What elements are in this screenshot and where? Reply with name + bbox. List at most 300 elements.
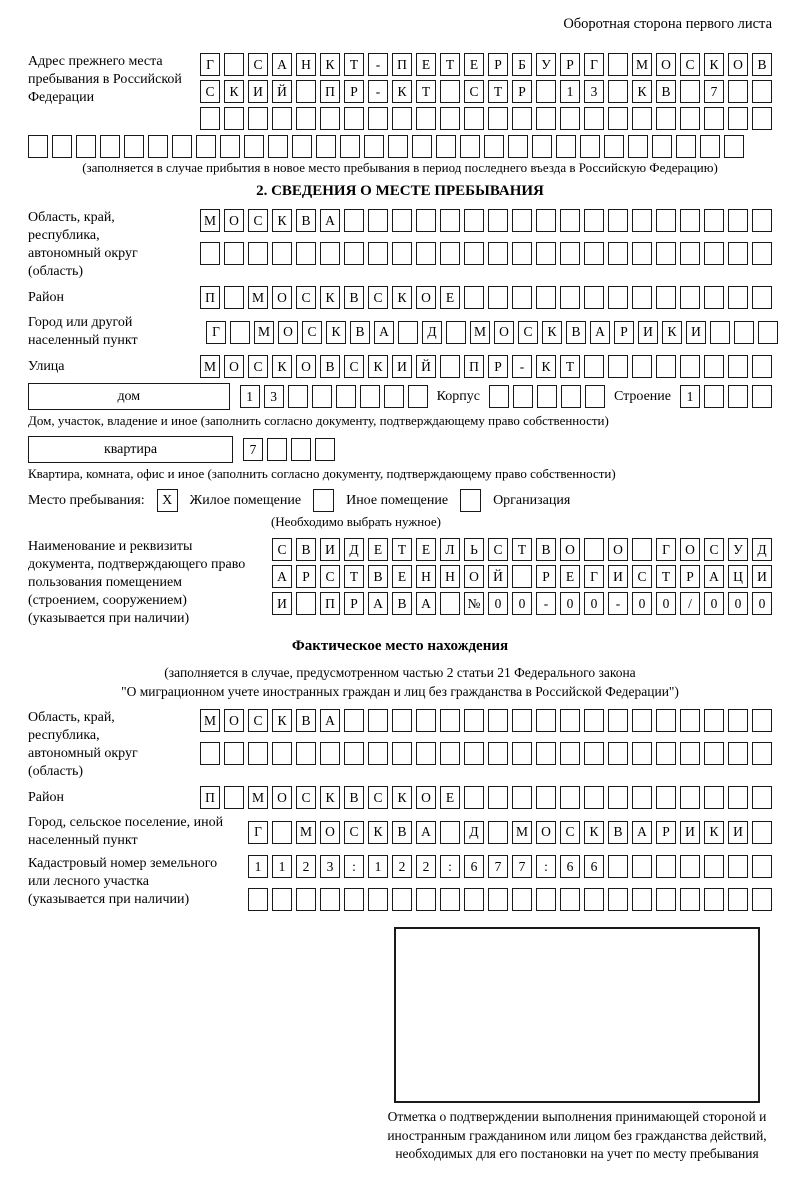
char-cell[interactable]: В (608, 821, 628, 844)
char-cell[interactable]: Р (488, 355, 508, 378)
char-cell[interactable]: Р (344, 592, 364, 615)
char-cell[interactable] (728, 242, 748, 265)
char-cell[interactable]: А (272, 53, 292, 76)
char-cell[interactable] (488, 209, 508, 232)
char-cell[interactable] (632, 355, 652, 378)
char-cell[interactable] (704, 888, 724, 911)
char-cell[interactable]: 3 (264, 385, 284, 408)
char-cell[interactable]: С (200, 80, 220, 103)
char-cell[interactable] (384, 385, 404, 408)
char-cell[interactable]: Т (560, 355, 580, 378)
char-cell[interactable] (440, 80, 460, 103)
char-cell[interactable] (580, 135, 600, 158)
char-cell[interactable]: И (752, 565, 772, 588)
char-cell[interactable] (220, 135, 240, 158)
char-cell[interactable] (656, 888, 676, 911)
char-cell[interactable]: А (704, 565, 724, 588)
char-cell[interactable]: : (536, 855, 556, 878)
char-cell[interactable]: 0 (704, 592, 724, 615)
char-cell[interactable] (464, 242, 484, 265)
char-cell[interactable] (752, 385, 772, 408)
char-cell[interactable] (752, 821, 772, 844)
char-cell[interactable]: И (272, 592, 292, 615)
char-cell[interactable] (752, 709, 772, 732)
char-cell[interactable]: Д (344, 538, 364, 561)
char-cell[interactable] (704, 286, 724, 309)
char-cell[interactable]: Ц (728, 565, 748, 588)
char-cell[interactable] (752, 786, 772, 809)
char-cell[interactable] (628, 135, 648, 158)
char-cell[interactable] (512, 209, 532, 232)
char-cell[interactable] (752, 855, 772, 878)
char-cell[interactable] (561, 385, 581, 408)
char-cell[interactable]: 0 (728, 592, 748, 615)
char-cell[interactable] (560, 242, 580, 265)
char-cell[interactable] (368, 742, 388, 765)
char-cell[interactable] (320, 242, 340, 265)
char-cell[interactable]: Т (656, 565, 676, 588)
char-cell[interactable] (584, 888, 604, 911)
char-cell[interactable] (536, 242, 556, 265)
char-cell[interactable]: М (512, 821, 532, 844)
char-cell[interactable]: П (392, 53, 412, 76)
char-cell[interactable]: С (488, 538, 508, 561)
char-cell[interactable]: С (344, 821, 364, 844)
char-cell[interactable]: Г (656, 538, 676, 561)
char-cell[interactable] (656, 107, 676, 130)
char-cell[interactable] (368, 888, 388, 911)
char-cell[interactable] (536, 209, 556, 232)
char-cell[interactable]: Е (416, 53, 436, 76)
char-cell[interactable]: С (464, 80, 484, 103)
char-cell[interactable] (488, 242, 508, 265)
char-cell[interactable]: В (392, 592, 412, 615)
char-cell[interactable]: К (584, 821, 604, 844)
char-cell[interactable] (248, 107, 268, 130)
char-cell[interactable] (608, 286, 628, 309)
char-cell[interactable]: О (656, 53, 676, 76)
char-cell[interactable] (584, 242, 604, 265)
char-cell[interactable] (364, 135, 384, 158)
char-cell[interactable] (584, 786, 604, 809)
char-cell[interactable] (656, 209, 676, 232)
char-cell[interactable] (560, 888, 580, 911)
char-cell[interactable] (464, 786, 484, 809)
char-cell[interactable] (536, 107, 556, 130)
char-cell[interactable] (316, 135, 336, 158)
char-cell[interactable] (704, 355, 724, 378)
char-cell[interactable] (584, 355, 604, 378)
char-cell[interactable] (488, 888, 508, 911)
char-cell[interactable] (584, 709, 604, 732)
char-cell[interactable]: К (542, 321, 562, 344)
char-cell[interactable]: И (680, 821, 700, 844)
char-cell[interactable] (608, 80, 628, 103)
char-cell[interactable]: К (704, 821, 724, 844)
char-cell[interactable]: - (368, 80, 388, 103)
char-cell[interactable]: 6 (464, 855, 484, 878)
char-cell[interactable] (296, 592, 316, 615)
char-cell[interactable] (464, 742, 484, 765)
char-cell[interactable] (440, 821, 460, 844)
char-cell[interactable]: 7 (512, 855, 532, 878)
char-cell[interactable] (124, 135, 144, 158)
char-cell[interactable] (704, 385, 724, 408)
char-cell[interactable] (608, 855, 628, 878)
char-cell[interactable]: А (590, 321, 610, 344)
char-cell[interactable]: К (704, 53, 724, 76)
char-cell[interactable] (272, 821, 292, 844)
char-cell[interactable]: И (392, 355, 412, 378)
char-cell[interactable]: 1 (560, 80, 580, 103)
char-cell[interactable]: Е (368, 538, 388, 561)
char-cell[interactable] (488, 107, 508, 130)
char-cell[interactable]: Е (560, 565, 580, 588)
char-cell[interactable] (728, 855, 748, 878)
char-cell[interactable] (344, 107, 364, 130)
char-cell[interactable] (680, 355, 700, 378)
char-cell[interactable] (368, 107, 388, 130)
char-cell[interactable] (315, 438, 335, 461)
char-cell[interactable]: С (368, 286, 388, 309)
char-cell[interactable] (632, 888, 652, 911)
char-cell[interactable] (680, 855, 700, 878)
char-cell[interactable] (584, 742, 604, 765)
char-cell[interactable]: К (392, 286, 412, 309)
char-cell[interactable] (680, 709, 700, 732)
char-cell[interactable]: 1 (272, 855, 292, 878)
char-cell[interactable]: А (374, 321, 394, 344)
char-cell[interactable] (440, 742, 460, 765)
char-cell[interactable]: П (320, 80, 340, 103)
checkbox-inoe[interactable] (313, 489, 334, 512)
char-cell[interactable] (512, 888, 532, 911)
char-cell[interactable] (734, 321, 754, 344)
char-cell[interactable] (291, 438, 311, 461)
char-cell[interactable]: Й (272, 80, 292, 103)
char-cell[interactable]: П (200, 286, 220, 309)
char-cell[interactable] (608, 888, 628, 911)
char-cell[interactable] (752, 286, 772, 309)
char-cell[interactable] (416, 888, 436, 911)
char-cell[interactable] (656, 242, 676, 265)
char-cell[interactable] (512, 786, 532, 809)
char-cell[interactable] (512, 242, 532, 265)
char-cell[interactable] (512, 107, 532, 130)
char-cell[interactable]: 1 (680, 385, 700, 408)
char-cell[interactable] (728, 786, 748, 809)
char-cell[interactable]: Л (440, 538, 460, 561)
char-cell[interactable]: С (344, 355, 364, 378)
char-cell[interactable] (320, 888, 340, 911)
char-cell[interactable] (416, 107, 436, 130)
char-cell[interactable] (632, 286, 652, 309)
char-cell[interactable]: О (278, 321, 298, 344)
char-cell[interactable]: И (728, 821, 748, 844)
char-cell[interactable]: Р (536, 565, 556, 588)
char-cell[interactable]: С (296, 286, 316, 309)
char-cell[interactable]: 6 (584, 855, 604, 878)
char-cell[interactable] (267, 438, 287, 461)
char-cell[interactable] (446, 321, 466, 344)
char-cell[interactable]: О (536, 821, 556, 844)
char-cell[interactable] (656, 786, 676, 809)
char-cell[interactable] (632, 709, 652, 732)
char-cell[interactable]: А (320, 709, 340, 732)
char-cell[interactable]: Т (488, 80, 508, 103)
char-cell[interactable]: С (560, 821, 580, 844)
char-cell[interactable]: И (248, 80, 268, 103)
char-cell[interactable]: С (320, 565, 340, 588)
char-cell[interactable]: М (296, 821, 316, 844)
char-cell[interactable] (368, 242, 388, 265)
char-cell[interactable] (320, 107, 340, 130)
char-cell[interactable] (608, 709, 628, 732)
char-cell[interactable] (536, 80, 556, 103)
char-cell[interactable]: 3 (320, 855, 340, 878)
char-cell[interactable] (416, 209, 436, 232)
char-cell[interactable]: И (320, 538, 340, 561)
char-cell[interactable] (608, 786, 628, 809)
char-cell[interactable]: С (296, 786, 316, 809)
char-cell[interactable]: С (248, 53, 268, 76)
char-cell[interactable]: Р (680, 565, 700, 588)
char-cell[interactable] (360, 385, 380, 408)
char-cell[interactable]: С (680, 53, 700, 76)
char-cell[interactable] (676, 135, 696, 158)
char-cell[interactable] (656, 286, 676, 309)
char-cell[interactable]: О (608, 538, 628, 561)
char-cell[interactable] (536, 709, 556, 732)
char-cell[interactable]: В (368, 565, 388, 588)
char-cell[interactable]: : (440, 855, 460, 878)
char-cell[interactable]: С (518, 321, 538, 344)
char-cell[interactable] (704, 209, 724, 232)
char-cell[interactable] (680, 107, 700, 130)
char-cell[interactable]: А (632, 821, 652, 844)
char-cell[interactable] (296, 80, 316, 103)
char-cell[interactable]: № (464, 592, 484, 615)
char-cell[interactable]: Е (440, 786, 460, 809)
char-cell[interactable] (728, 742, 748, 765)
char-cell[interactable]: Е (464, 53, 484, 76)
char-cell[interactable]: Т (440, 53, 460, 76)
char-cell[interactable]: К (392, 80, 412, 103)
char-cell[interactable] (728, 80, 748, 103)
char-cell[interactable] (728, 107, 748, 130)
char-cell[interactable]: Е (392, 565, 412, 588)
char-cell[interactable] (440, 709, 460, 732)
char-cell[interactable]: Г (584, 53, 604, 76)
char-cell[interactable]: У (536, 53, 556, 76)
char-cell[interactable] (52, 135, 72, 158)
char-cell[interactable] (230, 321, 250, 344)
char-cell[interactable] (752, 742, 772, 765)
char-cell[interactable] (464, 888, 484, 911)
char-cell[interactable]: 1 (248, 855, 268, 878)
char-cell[interactable]: Ь (464, 538, 484, 561)
char-cell[interactable]: 3 (584, 80, 604, 103)
char-cell[interactable] (704, 855, 724, 878)
char-cell[interactable]: : (344, 855, 364, 878)
char-cell[interactable]: В (344, 786, 364, 809)
char-cell[interactable] (296, 107, 316, 130)
char-cell[interactable] (224, 742, 244, 765)
char-cell[interactable] (296, 888, 316, 911)
char-cell[interactable] (392, 107, 412, 130)
char-cell[interactable]: М (248, 286, 268, 309)
char-cell[interactable] (224, 242, 244, 265)
char-cell[interactable] (336, 385, 356, 408)
char-cell[interactable]: В (344, 286, 364, 309)
char-cell[interactable] (680, 209, 700, 232)
char-cell[interactable] (560, 709, 580, 732)
char-cell[interactable]: 7 (488, 855, 508, 878)
char-cell[interactable] (248, 742, 268, 765)
char-cell[interactable] (344, 242, 364, 265)
char-cell[interactable]: 2 (416, 855, 436, 878)
char-cell[interactable]: И (686, 321, 706, 344)
char-cell[interactable]: 1 (240, 385, 260, 408)
char-cell[interactable] (632, 209, 652, 232)
char-cell[interactable] (398, 321, 418, 344)
char-cell[interactable] (584, 209, 604, 232)
char-cell[interactable]: Е (416, 538, 436, 561)
char-cell[interactable] (100, 135, 120, 158)
char-cell[interactable]: И (638, 321, 658, 344)
char-cell[interactable]: Д (422, 321, 442, 344)
char-cell[interactable] (728, 286, 748, 309)
char-cell[interactable]: - (536, 592, 556, 615)
char-cell[interactable]: О (680, 538, 700, 561)
char-cell[interactable]: Т (416, 80, 436, 103)
char-cell[interactable]: - (512, 355, 532, 378)
char-cell[interactable]: К (320, 786, 340, 809)
char-cell[interactable]: П (464, 355, 484, 378)
char-cell[interactable] (488, 742, 508, 765)
char-cell[interactable] (248, 242, 268, 265)
char-cell[interactable] (536, 888, 556, 911)
char-cell[interactable] (584, 107, 604, 130)
char-cell[interactable]: Р (344, 80, 364, 103)
char-cell[interactable] (585, 385, 605, 408)
char-cell[interactable]: В (656, 80, 676, 103)
char-cell[interactable] (536, 286, 556, 309)
char-cell[interactable] (272, 888, 292, 911)
char-cell[interactable] (680, 80, 700, 103)
char-cell[interactable]: О (320, 821, 340, 844)
char-cell[interactable]: К (368, 821, 388, 844)
char-cell[interactable] (560, 786, 580, 809)
char-cell[interactable]: Н (296, 53, 316, 76)
char-cell[interactable]: Й (416, 355, 436, 378)
char-cell[interactable]: Р (296, 565, 316, 588)
char-cell[interactable] (392, 209, 412, 232)
char-cell[interactable] (344, 742, 364, 765)
char-cell[interactable] (656, 709, 676, 732)
char-cell[interactable]: К (224, 80, 244, 103)
char-cell[interactable] (728, 888, 748, 911)
char-cell[interactable]: 0 (488, 592, 508, 615)
char-cell[interactable]: В (566, 321, 586, 344)
char-cell[interactable] (368, 209, 388, 232)
char-cell[interactable]: Т (512, 538, 532, 561)
char-cell[interactable]: М (470, 321, 490, 344)
char-cell[interactable]: О (224, 355, 244, 378)
char-cell[interactable] (344, 888, 364, 911)
char-cell[interactable] (200, 242, 220, 265)
char-cell[interactable]: К (272, 209, 292, 232)
checkbox-zhiloe[interactable]: X (157, 489, 178, 512)
char-cell[interactable] (488, 821, 508, 844)
char-cell[interactable]: Г (200, 53, 220, 76)
char-cell[interactable] (536, 742, 556, 765)
char-cell[interactable]: А (272, 565, 292, 588)
char-cell[interactable]: В (536, 538, 556, 561)
char-cell[interactable] (272, 742, 292, 765)
char-cell[interactable] (312, 385, 332, 408)
char-cell[interactable] (464, 709, 484, 732)
char-cell[interactable] (436, 135, 456, 158)
char-cell[interactable] (608, 107, 628, 130)
char-cell[interactable] (560, 209, 580, 232)
char-cell[interactable] (172, 135, 192, 158)
char-cell[interactable]: Н (440, 565, 460, 588)
char-cell[interactable] (608, 209, 628, 232)
char-cell[interactable] (710, 321, 730, 344)
char-cell[interactable]: Г (248, 821, 268, 844)
char-cell[interactable]: В (296, 209, 316, 232)
char-cell[interactable]: Т (344, 53, 364, 76)
char-cell[interactable] (632, 855, 652, 878)
char-cell[interactable] (512, 565, 532, 588)
char-cell[interactable]: 6 (560, 855, 580, 878)
char-cell[interactable] (408, 385, 428, 408)
char-cell[interactable]: А (416, 592, 436, 615)
char-cell[interactable]: С (302, 321, 322, 344)
char-cell[interactable]: 0 (560, 592, 580, 615)
char-cell[interactable]: Р (512, 80, 532, 103)
char-cell[interactable]: С (248, 355, 268, 378)
char-cell[interactable] (488, 709, 508, 732)
char-cell[interactable] (680, 286, 700, 309)
char-cell[interactable] (608, 355, 628, 378)
char-cell[interactable] (224, 786, 244, 809)
char-cell[interactable]: К (320, 286, 340, 309)
char-cell[interactable] (464, 107, 484, 130)
char-cell[interactable] (464, 209, 484, 232)
char-cell[interactable]: 7 (704, 80, 724, 103)
char-cell[interactable]: Т (392, 538, 412, 561)
char-cell[interactable] (728, 385, 748, 408)
char-cell[interactable]: - (368, 53, 388, 76)
char-cell[interactable]: А (368, 592, 388, 615)
char-cell[interactable]: С (704, 538, 724, 561)
char-cell[interactable]: В (392, 821, 412, 844)
char-cell[interactable]: П (200, 786, 220, 809)
char-cell[interactable]: Г (584, 565, 604, 588)
char-cell[interactable] (752, 209, 772, 232)
char-cell[interactable] (704, 242, 724, 265)
char-cell[interactable]: / (680, 592, 700, 615)
char-cell[interactable] (28, 135, 48, 158)
char-cell[interactable]: 1 (368, 855, 388, 878)
char-cell[interactable]: А (416, 821, 436, 844)
char-cell[interactable]: К (662, 321, 682, 344)
char-cell[interactable] (344, 209, 364, 232)
char-cell[interactable]: Р (560, 53, 580, 76)
char-cell[interactable]: Б (512, 53, 532, 76)
